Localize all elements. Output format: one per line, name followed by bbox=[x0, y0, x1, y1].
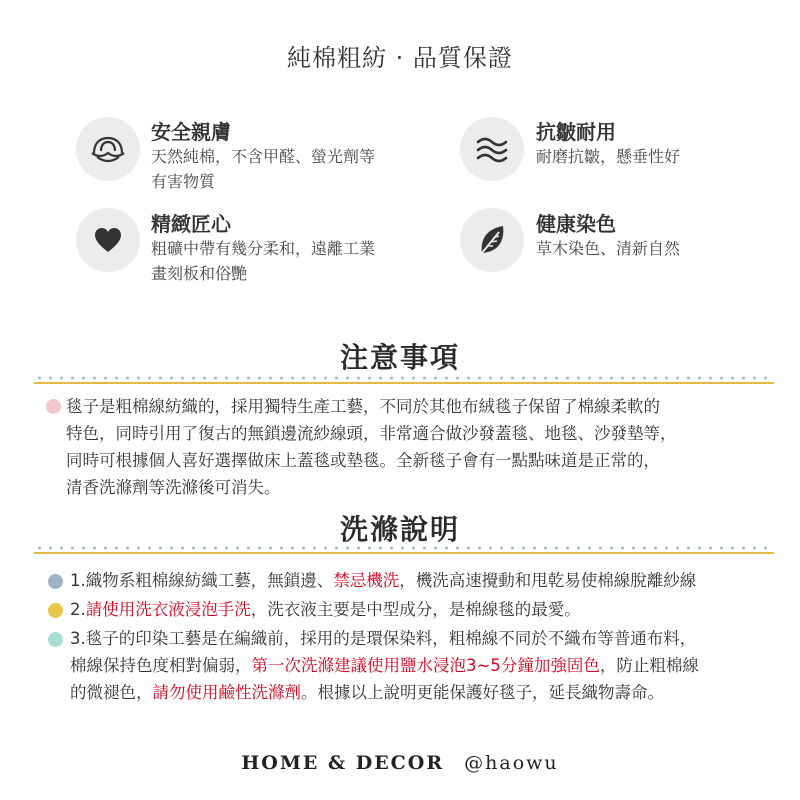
notice-line: 毯子是粗棉線紡織的，採用獨特生產工藝，不同於其他布絨毯子保留了棉線柔軟的 bbox=[66, 397, 660, 416]
washing-heading: 洗滌說明 bbox=[339, 513, 460, 546]
cotton-icon bbox=[76, 117, 140, 181]
feature-desc-line: 草木染色、清新自然 bbox=[536, 239, 681, 258]
notice-line: 清香洗滌劑等洗滌後可消失。 bbox=[66, 478, 281, 497]
warning-text: 第一次洗滌建議使用鹽水浸泡3~5分鐘加強固色 bbox=[251, 656, 600, 675]
feature-description bbox=[536, 144, 776, 169]
feature-desc-line: 耐磨抗皺，懸垂性好 bbox=[536, 147, 681, 166]
feature-title: 安全親膚 bbox=[151, 120, 231, 144]
washing-text: 棉線保持色度相對偏弱， bbox=[70, 656, 252, 675]
feature-title: 健康染色 bbox=[536, 212, 616, 236]
feature-title: 精緻匠心 bbox=[151, 212, 231, 236]
washing-item-1 bbox=[70, 567, 790, 594]
notice-heading: 注意事項 bbox=[339, 341, 460, 374]
heart-icon bbox=[76, 208, 140, 272]
washing-bullet-blue bbox=[48, 574, 63, 589]
wave-icon bbox=[460, 117, 524, 181]
brand-name: HOME & DECOR bbox=[241, 752, 445, 774]
washing-text: ，機洗高速攪動和甩乾易使棉線脫離紗線 bbox=[399, 571, 697, 590]
washing-line bbox=[70, 679, 790, 706]
footer bbox=[0, 752, 800, 774]
page-title: 純棉粗紡 · 品質保證 bbox=[287, 44, 513, 72]
feature-description bbox=[151, 236, 441, 286]
notice-line: 同時可根據個人喜好選擇做床上蓋毯或墊毯。全新毯子會有一點點味道是正常的， bbox=[66, 451, 660, 470]
notice-line: 特色，同時引用了復古的無鎖邊流紗線頭，非常適合做沙發蓋毯、地毯、沙發墊等， bbox=[66, 424, 677, 443]
social-handle: @haowu bbox=[464, 752, 559, 774]
notice-paragraph bbox=[66, 393, 786, 501]
washing-text: 3.毯子的印染工藝是在編織前，採用的是環保染料，粗棉線不同於不織布等普通布料， bbox=[70, 629, 697, 648]
washing-line bbox=[70, 652, 790, 679]
washing-item-3 bbox=[70, 625, 790, 706]
leaf-icon bbox=[460, 208, 524, 272]
feature-desc-line: 天然純棉，不含甲醛、螢光劑等 bbox=[151, 147, 376, 166]
section-divider bbox=[34, 546, 774, 554]
washing-text: 1.織物系粗棉線紡織工藝，無鎖邊、 bbox=[70, 571, 334, 590]
washing-text: ，洗衣液主要是中型成分，是棉線毯的最愛。 bbox=[250, 600, 581, 619]
washing-text: 的微褪色， bbox=[70, 683, 153, 702]
feature-description bbox=[151, 144, 431, 194]
feature-desc-line: 畫刻板和俗艷 bbox=[151, 264, 248, 283]
warning-text: 禁忌機洗 bbox=[333, 571, 400, 590]
washing-text: 2. bbox=[70, 600, 86, 619]
warning-text: 請使用洗衣液浸泡手洗 bbox=[85, 600, 251, 619]
feature-title: 抗皺耐用 bbox=[536, 120, 616, 144]
feature-desc-line: 有害物質 bbox=[151, 172, 216, 191]
section-divider bbox=[34, 376, 774, 384]
washing-bullet-yellow bbox=[48, 603, 63, 618]
notice-bullet bbox=[46, 399, 61, 414]
washing-item-2 bbox=[70, 596, 790, 623]
washing-text: 。根據以上說明更能保護好毯子，延長織物壽命。 bbox=[301, 683, 664, 702]
washing-bullet-teal bbox=[48, 632, 63, 647]
feature-description bbox=[536, 236, 776, 261]
warning-text: 請勿使用鹼性洗滌劑 bbox=[152, 683, 301, 702]
feature-desc-line: 粗礦中帶有幾分柔和，遠離工業 bbox=[151, 239, 376, 258]
washing-text: ，防止粗棉線 bbox=[599, 656, 699, 675]
